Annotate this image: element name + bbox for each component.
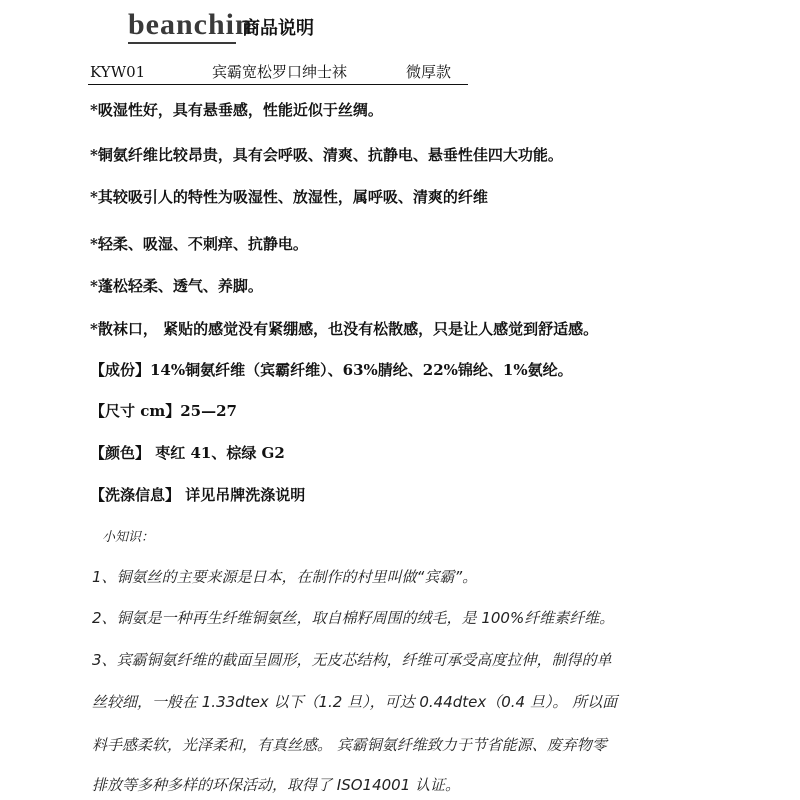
product-name: 宾霸宽松罗口绅士袜 [212,63,348,81]
spec-wash: 【洗涤信息】 详见吊牌洗涤说明 [90,486,306,504]
feature-item: *吸湿性好，具有悬垂感，性能近似于丝绸。 [90,101,383,119]
feature-item: *蓬松轻柔、透气、养脚。 [90,277,263,295]
feature-item: *铜氨纤维比较昂贵，具有会呼吸、清爽、抗静电、悬垂性佳四大功能。 [90,146,563,164]
brand-logo [128,8,253,42]
knowledge-heading: 小知识： [102,530,155,545]
knowledge-item-continued: 排放等多种多样的环保活动，取得了 ISO14001 认证。 [92,776,461,794]
product-style: 微厚款 [406,63,452,81]
feature-item: *轻柔、吸湿、不刺痒、抗静电。 [90,235,308,253]
logo-underline [128,42,236,44]
product-heading [88,62,468,85]
knowledge-item: 1、铜氨丝的主要来源是日本，在制作的村里叫做“宾霸”。 [92,568,478,586]
feature-item: *散袜口， 紧贴的感觉没有紧绷感，也没有松散感，只是让人感觉到舒适感。 [90,320,599,338]
knowledge-item-continued: 料手感柔软，光泽柔和，有真丝感。 宾霸铜氨纤维致力于节省能源、废弃物零 [92,736,607,754]
feature-item: *其较吸引人的特性为吸湿性、放湿性，属呼吸、清爽的纤维 [90,188,488,206]
page-title: 商品说明 [242,18,314,39]
spec-composition: 【成份】14%铜氨纤维（宾霸纤维）、63%腈纶、22%锦纶、1%氨纶。 [90,361,573,379]
knowledge-item-continued: 丝较细，一般在 1.33dtex 以下（1.2 旦），可达 0.44dtex（0.4 旦）。 所以面 [92,693,618,711]
spec-color: 【颜色】 枣红 41、棕绿 G2 [90,444,285,462]
product-code: KYW01 [90,63,146,81]
spec-size: 【尺寸 cm】25—27 [90,402,237,420]
knowledge-item: 3、宾霸铜氨纤维的截面呈圆形，无皮芯结构，纤维可承受高度拉伸，制得的单 [92,651,612,669]
brand-logo-text: beanchin [128,8,253,41]
knowledge-item: 2、铜氨是一种再生纤维铜氨丝，取自棉籽周围的绒毛，是 100%纤维素纤维。 [92,609,615,627]
